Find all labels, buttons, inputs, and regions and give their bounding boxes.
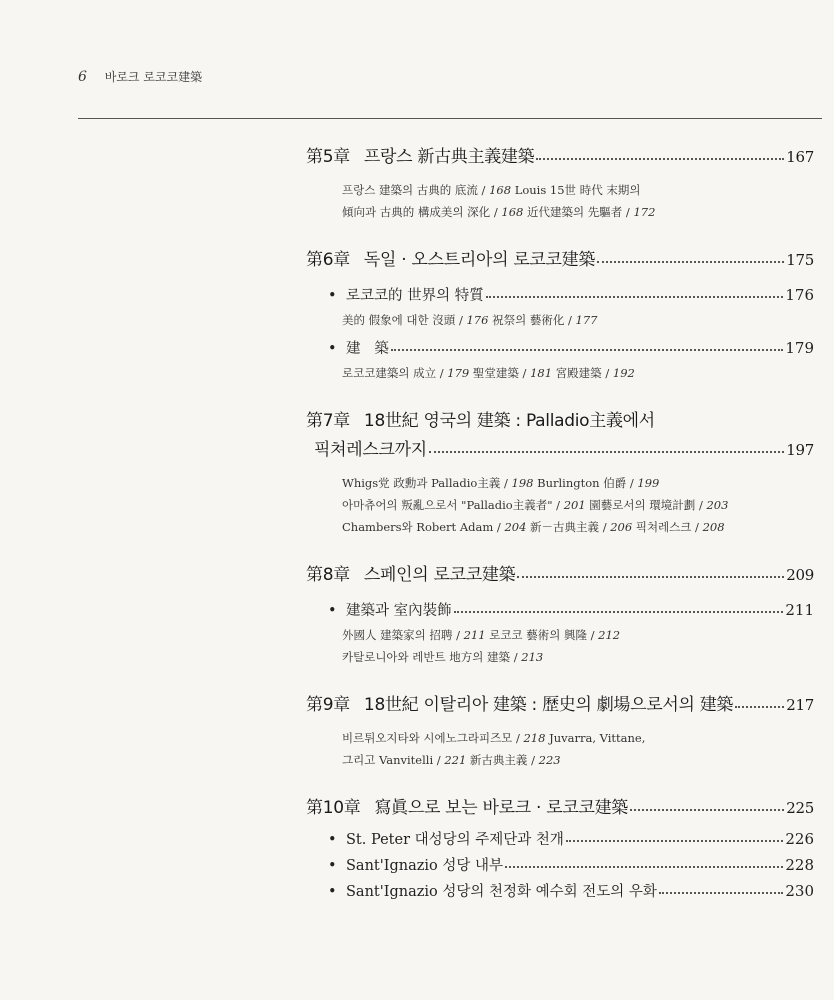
section-subtopics: 外國人 建築家의 招聘 / 211 로코코 藝術의 興隆 / 212 카탈로니아와 레반트 地方의 建築 / 213 — [342, 628, 621, 664]
section-title: Sant'Ignazio 성당의 천정화 예수회 전도의 우화 — [346, 884, 657, 900]
section-page: 226 — [785, 830, 814, 848]
bullet-icon: • — [328, 832, 337, 848]
chapter-title: 독일 · 오스트리아의 로코코建築 — [363, 250, 596, 270]
dot-leader — [659, 892, 783, 894]
dot-leader — [630, 809, 784, 811]
chapter-number: 第7章 — [306, 411, 350, 431]
chapter-page: 167 — [786, 148, 814, 166]
chapter-7-subtopics: Whigs党 政勳과 Palladio主義 / 198 Burlington 伯爵 / 199 아마츄어의 叛亂으로서 "Palladio主義者" / 201 園藝로서의 環境計劃 / 203 Chambers와 Robert Adam / 204 新－古典主義 / 206 픽쳐레스크 / 208 — [342, 476, 729, 534]
subtopic-line: 프랑스 建築의 古典的 底流 / 168 Louis 15世 時代 末期의 — [342, 183, 641, 197]
chapter-number: 第8章 — [306, 565, 350, 585]
dot-leader — [566, 840, 783, 842]
chapter-title: 寫眞으로 보는 바로크 · 로코코建築 — [374, 798, 628, 818]
chapter-6-heading[interactable] — [306, 245, 814, 270]
chapter-title: 프랑스 新古典主義建築 — [363, 147, 535, 167]
section-heading[interactable] — [306, 854, 814, 875]
bullet-icon: • — [328, 288, 337, 304]
dot-leader — [391, 349, 784, 351]
section-page: 228 — [785, 856, 814, 874]
dot-leader — [517, 576, 784, 578]
bullet-icon: • — [328, 341, 337, 357]
section-heading[interactable] — [306, 337, 814, 358]
chapter-number: 第10章 — [306, 798, 361, 818]
chapter-page: 217 — [786, 696, 814, 714]
page-number: 6 — [78, 69, 87, 85]
running-header — [78, 68, 202, 85]
section-title: St. Peter 대성당의 주제단과 천개 — [346, 832, 564, 848]
dot-leader — [454, 611, 784, 613]
header-rule — [78, 118, 822, 119]
chapter-9-subtopics: 비르튀오지타와 시에노그라피즈모 / 218 Juvarra, Vittane, 그리고 Vanvitelli / 221 新古典主義 / 223 — [342, 731, 646, 767]
chapter-8-heading[interactable] — [306, 560, 814, 585]
section-subtopics: 美的 假象에 대한 沒頭 / 176 祝祭의 藝術化 / 177 — [342, 313, 598, 327]
section-heading[interactable] — [306, 284, 814, 305]
chapter-10-heading[interactable] — [306, 793, 814, 818]
section-title: 建 築 — [346, 341, 389, 357]
dot-leader — [597, 261, 784, 263]
chapter-number: 第6章 — [306, 250, 350, 270]
chapter-7-heading[interactable] — [306, 406, 814, 460]
dot-leader — [505, 866, 783, 868]
chapter-title: 18世紀 이탈리아 建築 : 歷史의 劇場으로서의 建築 — [363, 695, 734, 715]
chapter-number: 第5章 — [306, 147, 350, 167]
section-title: 建築과 室內裝飾 — [346, 603, 452, 619]
subtopic-line: 傾向과 古典的 構成美의 深化 / 168 近代建築의 先驅者 / 172 — [342, 205, 656, 219]
dot-leader — [536, 158, 784, 160]
bullet-icon: • — [328, 858, 337, 874]
section-title: Sant'Ignazio 성당 내부 — [346, 858, 503, 874]
section-page: 176 — [785, 286, 814, 304]
chapter-5-subtopics — [306, 179, 814, 223]
chapter-page: 175 — [786, 251, 814, 269]
section-page: 179 — [785, 339, 814, 357]
bullet-icon: • — [328, 603, 337, 619]
chapter-title: 스페인의 로코코建築 — [363, 565, 516, 585]
chapter-title-continued: 픽쳐레스크까지 — [314, 440, 427, 460]
dot-leader — [429, 451, 784, 453]
chapter-5-heading[interactable] — [306, 142, 814, 167]
chapter-page: 209 — [786, 566, 814, 584]
section-page: 211 — [785, 601, 814, 619]
section-page: 230 — [785, 882, 814, 900]
table-of-contents — [306, 138, 814, 901]
section-heading[interactable] — [306, 828, 814, 849]
section-heading[interactable] — [306, 880, 814, 901]
bullet-icon: • — [328, 884, 337, 900]
running-title: 바로크 로코코建築 — [104, 70, 203, 84]
chapter-page: 225 — [786, 799, 814, 817]
section-subtopics: 로코코建築의 成立 / 179 聖堂建築 / 181 宮殿建築 / 192 — [342, 366, 635, 380]
dot-leader — [735, 706, 784, 708]
chapter-9-heading[interactable] — [306, 690, 814, 715]
chapter-number: 第9章 — [306, 695, 350, 715]
section-heading[interactable] — [306, 599, 814, 620]
chapter-title: 18世紀 영국의 建築 : Palladio主義에서 — [363, 411, 655, 431]
dot-leader — [486, 296, 784, 298]
chapter-page: 197 — [786, 441, 814, 459]
section-title: 로코코的 世界의 特質 — [346, 288, 484, 304]
